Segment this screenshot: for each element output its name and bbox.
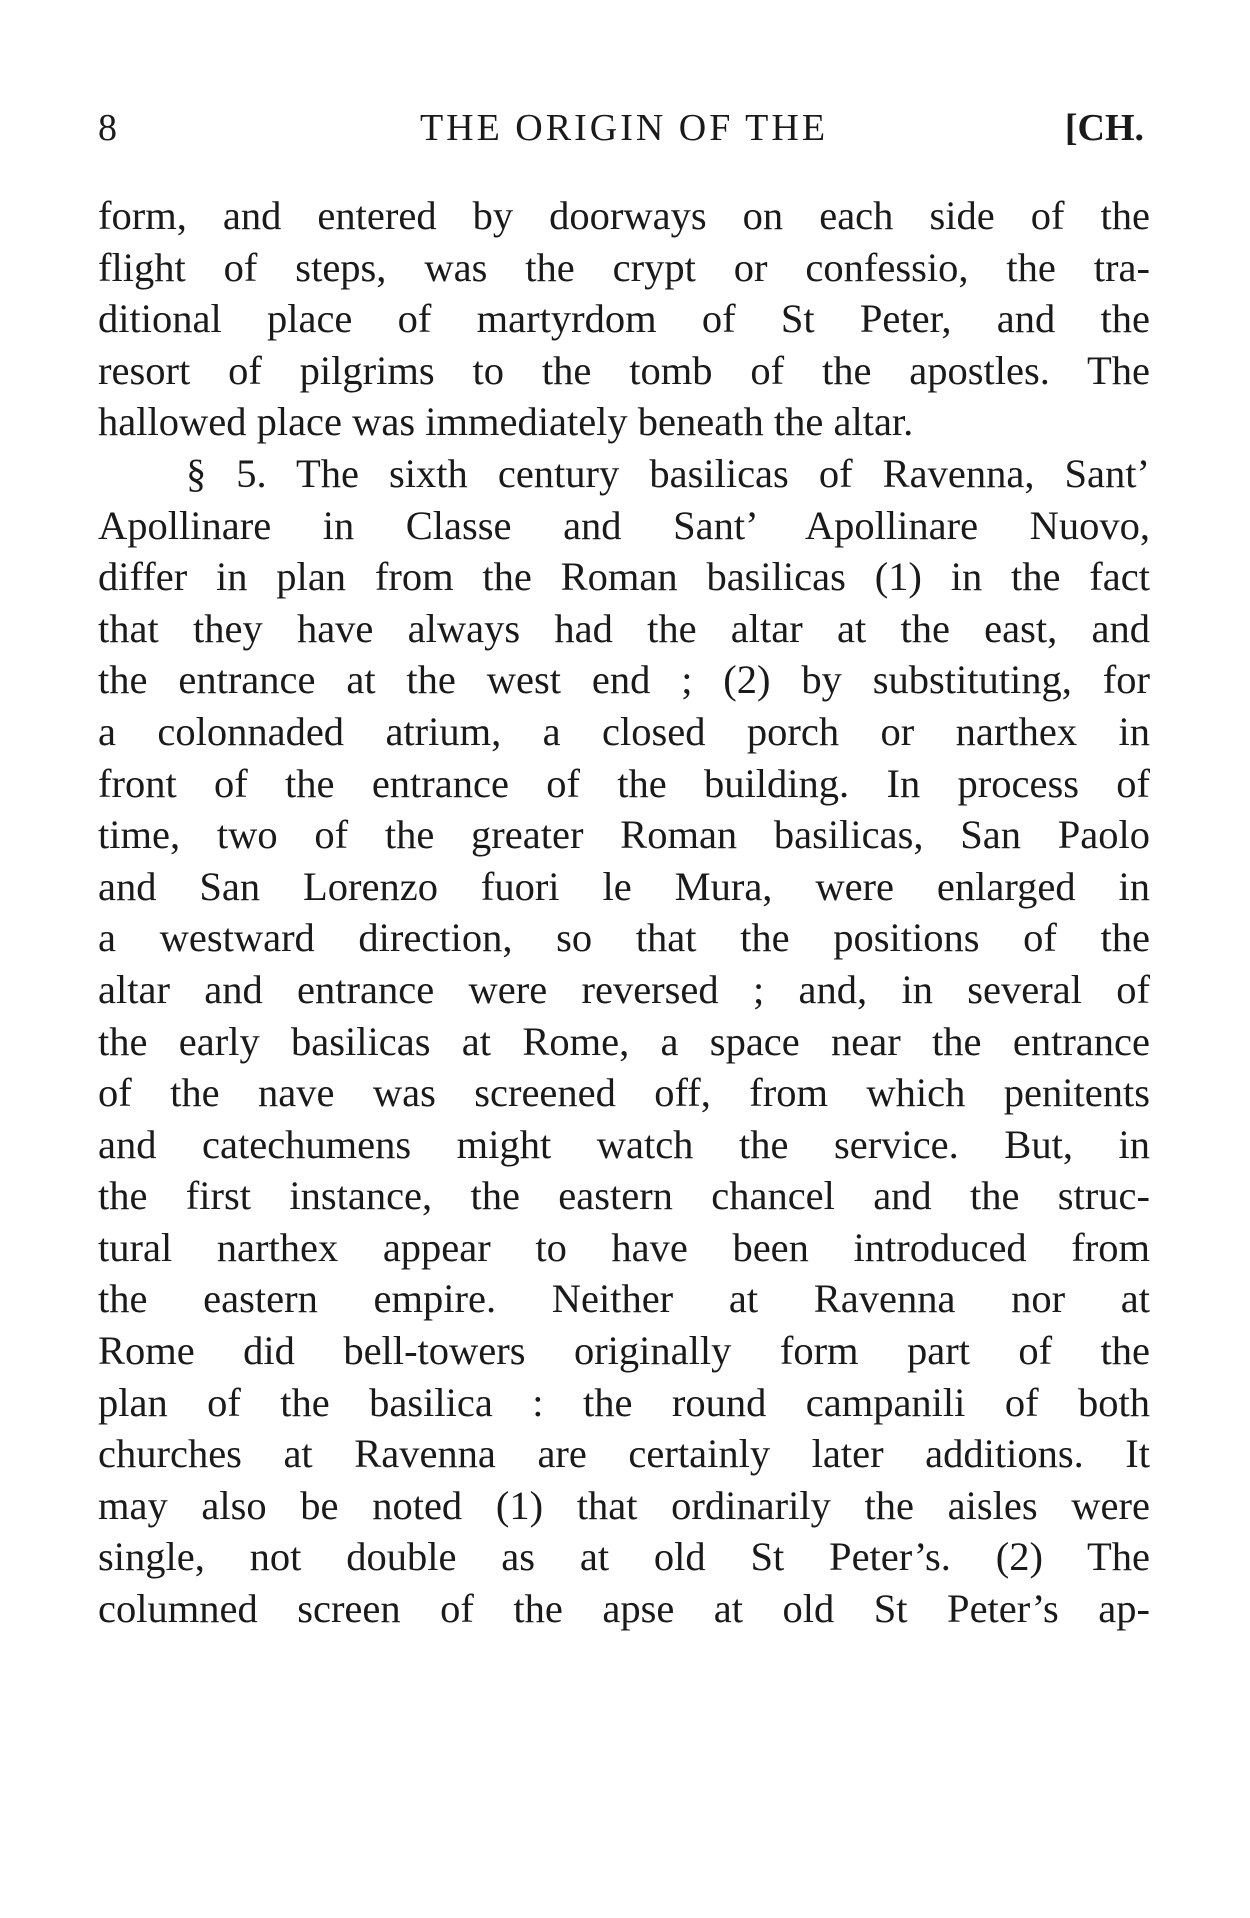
text-line: tural narthex appear to have been introduced from bbox=[98, 1224, 1150, 1270]
text-line: resort of pilgrims to the tomb of the apostles. The bbox=[98, 347, 1150, 393]
text-line: single, not double as at old St Peter’s. (2) The bbox=[98, 1534, 1150, 1580]
body-text bbox=[98, 190, 1150, 1635]
text-line: the eastern empire. Neither at Ravenna nor at bbox=[98, 1276, 1150, 1322]
text-line: the first instance, the eastern chancel and the struc- bbox=[98, 1173, 1150, 1219]
text-line: of the nave was screened off, from which penitents bbox=[98, 1070, 1150, 1116]
text-line: ditional place of martyrdom of St Peter, and the bbox=[98, 296, 1150, 342]
text-line: columned screen of the apse at old St Peter’s ap- bbox=[98, 1586, 1150, 1632]
text-line: the entrance at the west end ; (2) by substituting, for bbox=[98, 657, 1150, 703]
text-line: altar and entrance were reversed ; and, in several of bbox=[98, 966, 1150, 1012]
text-line: Rome did bell-towers originally form part of the bbox=[98, 1328, 1150, 1374]
text-line: that they have always had the altar at the east, and bbox=[98, 605, 1150, 651]
text-line: a westward direction, so that the positions of the bbox=[98, 915, 1150, 961]
text-line: differ in plan from the Roman basilicas (1) in the fact bbox=[98, 554, 1150, 600]
section-start-line: § 5. The sixth century basilicas of Ravenna, Sant’ bbox=[186, 450, 1150, 496]
text-line: flight of steps, was the crypt or confessio, the tra- bbox=[98, 244, 1150, 290]
page-number: 8 bbox=[98, 107, 119, 149]
text-line: time, two of the greater Roman basilicas, San Paolo bbox=[98, 812, 1150, 858]
text-line: a colonnaded atrium, a closed porch or narthex in bbox=[98, 708, 1150, 754]
text-line: hallowed place was immediately beneath the altar. bbox=[98, 399, 914, 445]
text-line: form, and entered by doorways on each side of the bbox=[98, 193, 1150, 238]
text-line: and catechumens might watch the service. But, in bbox=[98, 1121, 1150, 1167]
text-line: may also be noted (1) that ordinarily the aisles were bbox=[98, 1482, 1150, 1528]
running-head bbox=[98, 103, 1150, 153]
text-line: churches at Ravenna are certainly later additions. It bbox=[98, 1431, 1150, 1477]
running-title: THE ORIGIN OF THE bbox=[419, 107, 829, 149]
text-line: and San Lorenzo fuori le Mura, were enlarged in bbox=[98, 863, 1150, 909]
text-line: the early basilicas at Rome, a space near the entrance bbox=[98, 1018, 1150, 1064]
text-line: Apollinare in Classe and Sant’ Apollinare Nuovo, bbox=[98, 502, 1150, 548]
chapter-marker: [CH. bbox=[1064, 107, 1144, 149]
text-line: front of the entrance of the building. In process of bbox=[98, 760, 1150, 806]
text-line: plan of the basilica : the round campanili of both bbox=[98, 1379, 1150, 1425]
